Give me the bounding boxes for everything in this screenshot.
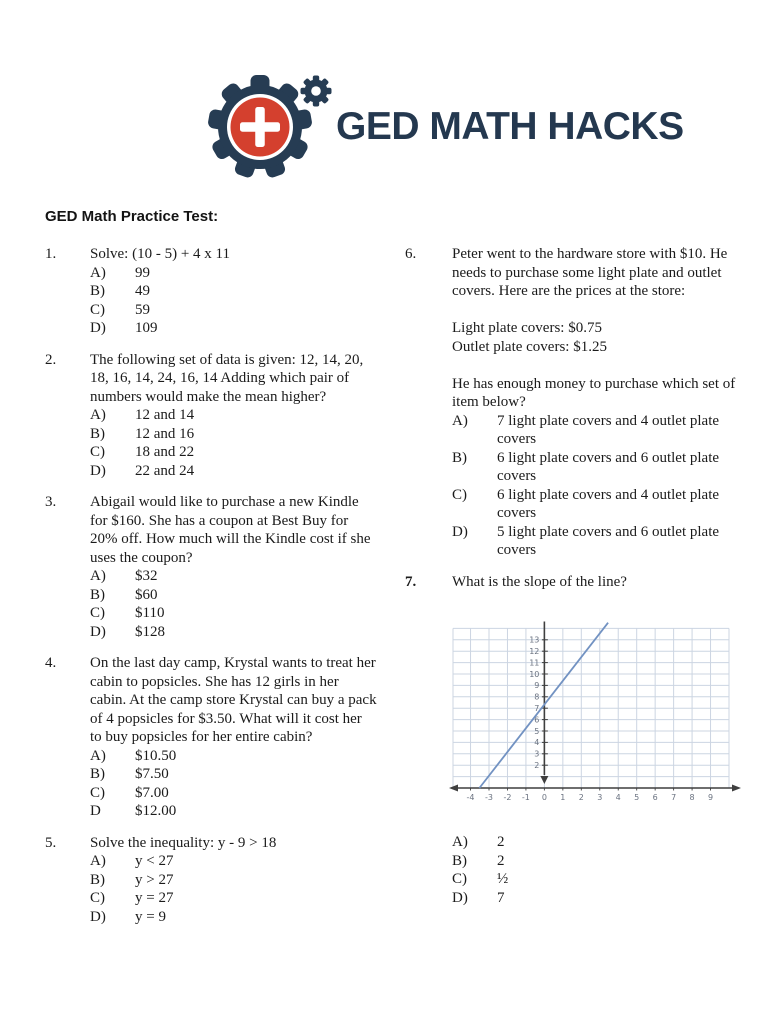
option-label: A) [90, 264, 106, 281]
question-number: 5. [45, 834, 57, 851]
question-number: 4. [45, 655, 57, 671]
question-6 [405, 245, 745, 560]
svg-text:-1: -1 [521, 793, 530, 802]
option-label: A) [452, 412, 468, 429]
svg-text:7: 7 [534, 704, 540, 713]
option-label: D [90, 803, 101, 819]
svg-text:4: 4 [615, 793, 621, 802]
svg-text:2: 2 [578, 793, 584, 802]
svg-text:8: 8 [689, 793, 695, 802]
svg-text:4: 4 [534, 738, 540, 748]
question-number: 2. [45, 351, 57, 368]
option-text: $7.00 [135, 784, 169, 801]
option-text: 7 light plate covers and 4 outlet plate covers [497, 412, 720, 447]
answer-option [90, 889, 377, 908]
option-text: 18 and 22 [135, 444, 195, 460]
answer-option [90, 623, 377, 642]
question-text: Solve the inequality: y - 9 > 18 [90, 834, 277, 851]
answer-option [90, 908, 377, 927]
answer-option [90, 462, 377, 481]
answer-option [90, 871, 377, 890]
option-label: C) [90, 444, 105, 460]
svg-text:3: 3 [534, 749, 540, 759]
svg-text:7: 7 [671, 793, 677, 802]
option-label: D) [90, 320, 106, 336]
option-label: A) [90, 747, 106, 764]
option-label: B) [90, 766, 105, 782]
option-label: B) [452, 449, 467, 466]
answer-option [452, 870, 745, 889]
answer-option [452, 833, 745, 852]
option-text: $60 [135, 586, 158, 603]
option-text: 2 [497, 852, 505, 869]
question-text: Solve: (10 - 5) + 4 x 11 [90, 246, 230, 262]
svg-text:5: 5 [534, 726, 540, 736]
option-label: B) [452, 852, 467, 869]
answer-option [452, 889, 745, 908]
svg-text:11: 11 [529, 658, 540, 668]
answer-option [90, 406, 377, 425]
svg-text:9: 9 [707, 793, 714, 802]
answer-option [452, 486, 745, 523]
logo [206, 74, 684, 180]
option-text: 6 light plate covers and 4 outlet plate covers [497, 486, 720, 521]
slope-line-graph [447, 615, 743, 811]
question-5 [45, 834, 377, 927]
option-text: y = 9 [135, 908, 166, 925]
answer-option [452, 523, 745, 560]
answer-option [90, 319, 377, 338]
option-text: $32 [135, 568, 158, 584]
svg-text:-2: -2 [503, 793, 512, 802]
option-label: D) [90, 623, 106, 640]
answer-option [90, 443, 377, 462]
option-label: C) [452, 871, 467, 887]
option-label: B) [90, 283, 105, 299]
question-number: 6. [405, 246, 417, 262]
question-1 [45, 245, 377, 338]
svg-text:12: 12 [529, 647, 540, 656]
svg-text:10: 10 [529, 669, 540, 679]
option-text: 5 light plate covers and 6 outlet plate covers [497, 523, 720, 558]
price-line: Light plate covers: $0.75 [452, 320, 602, 336]
page-title: GED Math Practice Test: [45, 208, 219, 225]
answer-option [90, 747, 377, 766]
option-label: B) [90, 871, 105, 888]
question-7 [405, 573, 745, 908]
option-text: y < 27 [135, 853, 174, 869]
svg-text:-4: -4 [466, 793, 475, 802]
gear-plus-logo-icon [206, 74, 334, 180]
svg-text:1: 1 [560, 793, 566, 802]
option-label: A) [452, 834, 468, 850]
option-label: A) [90, 853, 106, 869]
option-label: C) [90, 784, 105, 801]
answer-option [90, 567, 377, 586]
left-column [45, 245, 377, 939]
option-text: 59 [135, 301, 150, 318]
answer-option [90, 264, 377, 283]
option-label: D) [452, 523, 468, 540]
big-gear-icon [207, 75, 313, 179]
question-text: On the last day camp, Krystal wants to treat her cabin to popsicles. She has 12 girls in her cabin. At the camp store Krystal can buy a pack of 4 popsicles for $3.50. What will it cost her to buy popsicles for her entire cabin? [90, 655, 377, 745]
svg-text:8: 8 [534, 692, 540, 702]
question-3 [45, 493, 377, 641]
svg-text:2: 2 [534, 761, 540, 770]
question-text: The following set of data is given: 12, 14, 20, 18, 16, 14, 24, 16, 14 Adding which pair of numbers would make the mean higher? [90, 351, 364, 405]
answer-option [90, 282, 377, 301]
answer-option [90, 425, 377, 444]
option-label: B) [90, 586, 105, 603]
question-number: 3. [45, 494, 57, 510]
option-text: 7 [497, 889, 505, 906]
question-2 [45, 351, 377, 481]
answer-option [452, 852, 745, 871]
option-text: $128 [135, 623, 165, 640]
option-label: C) [90, 301, 105, 318]
question-text: He has enough money to purchase which set of item below? [452, 375, 736, 410]
option-text: y > 27 [135, 871, 174, 888]
svg-text:3: 3 [597, 793, 603, 802]
right-column [405, 245, 745, 920]
svg-text:6: 6 [652, 793, 658, 802]
question-4 [45, 654, 377, 821]
option-label: C) [90, 890, 105, 906]
svg-text:9: 9 [534, 681, 540, 691]
option-text: ½ [497, 871, 509, 887]
question-text: Abigail would like to purchase a new Kindle for $160. She has a coupon at Best Buy for 20% off. How much will the Kindle cost if she uses the coupon? [90, 494, 371, 566]
brand-text: GED MATH HACKS [336, 105, 684, 148]
option-label: D) [90, 462, 106, 479]
option-text: $12.00 [135, 803, 177, 819]
answer-option [90, 604, 377, 623]
option-label: A) [90, 568, 106, 584]
small-gear-icon [301, 76, 332, 107]
option-text: 109 [135, 320, 158, 336]
option-text: $10.50 [135, 747, 177, 764]
option-text: 2 [497, 834, 505, 850]
question-text: Peter went to the hardware store with $10. He needs to purchase some light plate and outlet covers. Here are the prices at the store: [452, 246, 728, 299]
question-number: 7. [405, 573, 417, 590]
option-text: $110 [135, 605, 165, 621]
option-text: 22 and 24 [135, 462, 195, 479]
option-text: 12 and 16 [135, 425, 195, 442]
question-text: What is the slope of the line? [452, 573, 627, 590]
answer-option [90, 852, 377, 871]
svg-text:-3: -3 [485, 793, 493, 802]
option-text: y = 27 [135, 890, 174, 906]
svg-text:6: 6 [534, 715, 540, 725]
svg-text:0: 0 [541, 793, 547, 802]
option-label: D) [90, 908, 106, 925]
option-label: C) [452, 486, 467, 503]
answer-option [90, 765, 377, 784]
option-text: 6 light plate covers and 6 outlet plate covers [497, 449, 720, 484]
answer-option [452, 449, 745, 486]
answer-option [452, 412, 745, 449]
option-text: 99 [135, 264, 150, 281]
svg-text:13: 13 [529, 635, 540, 645]
coordinate-graph [447, 615, 743, 811]
option-label: C) [90, 605, 105, 621]
option-text: 12 and 14 [135, 407, 195, 423]
price-line: Outlet plate covers: $1.25 [452, 338, 607, 355]
question-number: 1. [45, 246, 57, 262]
option-text: $7.50 [135, 766, 169, 782]
answer-option [90, 802, 377, 821]
option-label: B) [90, 425, 105, 442]
answer-option [90, 301, 377, 320]
answer-option [90, 586, 377, 605]
option-label: A) [90, 407, 106, 423]
svg-text:5: 5 [634, 793, 640, 802]
answer-option [90, 784, 377, 803]
option-label: D) [452, 889, 468, 906]
option-text: 49 [135, 283, 150, 299]
